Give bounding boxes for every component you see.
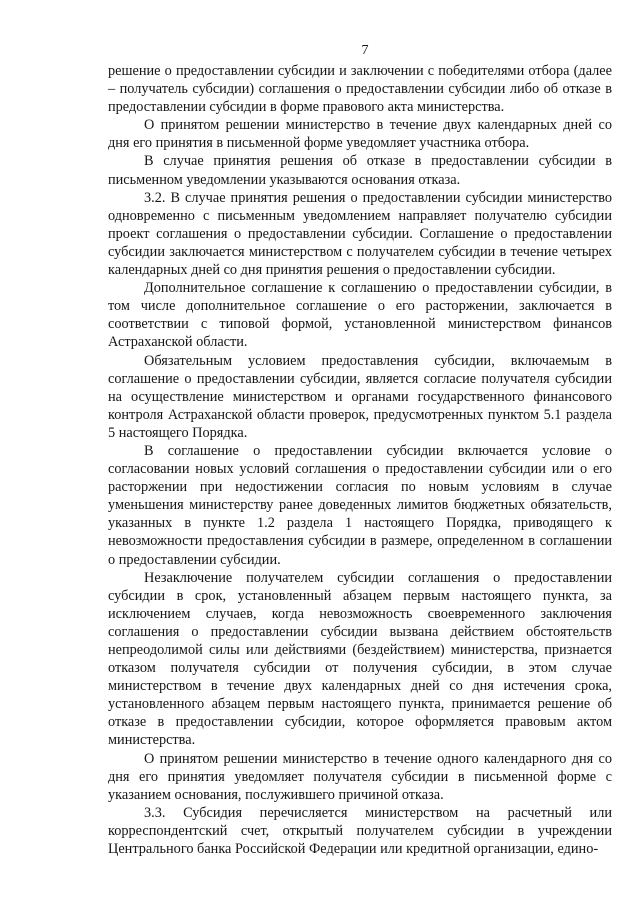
- paragraph: В случае принятия решения об отказе в предоставлении субсидии в письменном уведомлении указываются основания отказа.: [108, 153, 612, 188]
- paragraph: Дополнительное соглашение к соглашению о предоставлении субсидии, в том числе дополнительное соглашение о его расторжении, заключается в соответствии с типовой формой, установленной министерством финансов Астраханской области.: [108, 280, 612, 351]
- paragraph: 3.2. В случае принятия решения о предоставлении субсидии министерство одновременно с письменным уведомлением направляет получателю субсидии проект соглашения о предоставлении субсидии. Соглашение о предоставлении субсидии заключается министерством с получателем субсидии в течение четырех календарных дней со дня принятия решения о предоставлении субсидии.: [108, 189, 612, 279]
- paragraph: решение о предоставлении субсидии и заключении с победителями отбора (далее – получатель субсидии) соглашения о предоставлении субсидии либо об отказе в предоставлении субсидии в форме правового акта министерства.: [108, 63, 612, 116]
- page-number: 7: [361, 43, 369, 58]
- paragraph: Обязательным условием предоставления субсидии, включаемым в соглашение о предоставлении субсидии, является согласие получателя субсидии на осуществление министерством и органами государственного финансового контроля Астраханской области проверок, предусмотренных пунктом 5.1 раздела 5 настоящего Порядка.: [108, 352, 612, 441]
- paragraph: 3.3. Субсидия перечисляется министерством на расчетный или корреспондентский счет, открытый получателем субсидии в учреждении Центрального банка Российской Федерации или кредитной организации, едино-: [108, 804, 612, 858]
- paragraph: В соглашение о предоставлении субсидии включается условие о согласовании новых условий соглашения о предоставлении субсидии или о его расторжении при недостижении согласия по новым условиям в случае уменьшения министерству ранее доведенных лимитов бюджетных обязательств, указанных в пункте 1.2 раздела 1 настоящего Порядка, приводящего к невозможности предоставления субсидии в размере, определенном в соглашении о предоставлении субсидии.: [108, 442, 612, 568]
- paragraph: О принятом решении министерство в течение двух календарных дней со дня его принятия в письменной форме уведомляет участника отбора.: [108, 117, 612, 152]
- paragraph: Незаключение получателем субсидии соглашения о предоставлении субсидии в срок, установленный абзацем первым настоящего пункта, за исключением случаев, когда невозможность своевременного заключения соглашения о предоставлении субсидии вызвана действием обстоятельств непреодолимой силы или действиями (бездействием) министерства, признается отказом получателя субсидии от получения субсидии, в этом случае министерством в течение двух календарных дней со дня истечения срока, установленного абзацем первым настоящего пункта, принимается решение об отказе в предоставлении субсидии, которое оформляется правовым актом министерства.: [108, 569, 612, 749]
- document-body: [108, 62, 612, 858]
- paragraph: О принятом решении министерство в течение одного календарного дня со дня его принятия уведомляет получателя субсидии в письменной форме с указанием основания, послужившего причиной отказа.: [108, 750, 612, 803]
